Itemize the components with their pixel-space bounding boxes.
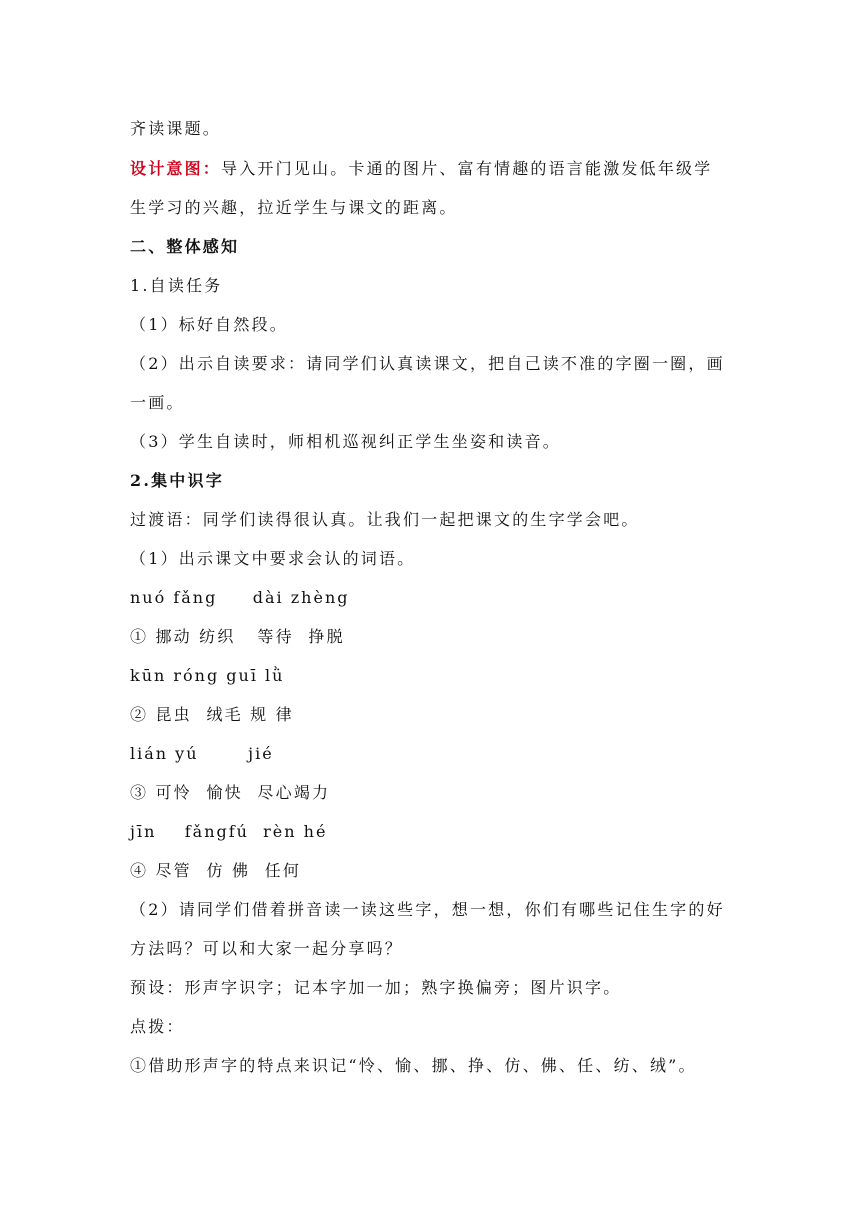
- word-row-1: ① 挪动 纺织 等待 挣脱: [130, 627, 345, 646]
- step-reading-requirements: （2）出示自读要求：请同学们认真读课文，把自己读不准的字圈一圈，画: [130, 354, 725, 373]
- pinyin-row-4: jīn fǎngfú rèn hé: [130, 822, 328, 841]
- step-reading-requirements-cont: 一画。: [130, 393, 185, 412]
- design-intent-text: 导入开门见山。卡通的图片、富有情趣的语言能激发低年级学: [221, 159, 713, 178]
- subsection-self-reading: 1.自读任务: [130, 276, 223, 295]
- step-mark-paragraphs: （1）标好自然段。: [130, 315, 288, 334]
- word-row-4: ④ 尽管 仿 佛 任何: [130, 861, 302, 880]
- word-row-2: ② 昆虫 绒毛 规 律: [130, 705, 294, 724]
- section-heading-overall: 二、整体感知: [130, 237, 240, 256]
- pinyin-row-1: nuó fǎng dài zhèng: [130, 588, 350, 607]
- step-teacher-patrol: （3）学生自读时，师相机巡视纠正学生坐姿和读音。: [130, 432, 561, 451]
- preset-text: 预设：形声字识字；记本字加一加；熟字换偏旁；图片识字。: [130, 978, 622, 997]
- transition-text: 过渡语：同学们读得很认真。让我们一起把课文的生字学会吧。: [130, 510, 640, 529]
- step-share-methods-cont: 方法吗？可以和大家一起分享吗？: [130, 939, 404, 958]
- word-row-3: ③ 可怜 愉快 尽心竭力: [130, 783, 331, 802]
- step-show-words: （1）出示课文中要求会认的词语。: [130, 549, 416, 568]
- pinyin-row-2: kūn róng guī lǜ: [130, 666, 285, 685]
- paragraph-read-title: 齐读课题。: [130, 119, 222, 138]
- subsection-literacy: 2.集中识字: [130, 471, 224, 490]
- hint-label: 点拨：: [130, 1017, 185, 1036]
- hint-item-1: ①借助形声字的特点来识记“怜、愉、挪、挣、仿、佛、任、纺、绒”。: [130, 1056, 697, 1075]
- design-intent-continued: 生学习的兴趣，拉近学生与课文的距离。: [130, 198, 458, 217]
- step-share-methods: （2）请同学们借着拼音读一读这些字，想一想，你们有哪些记住生字的好: [130, 900, 725, 919]
- design-intent-label: 设计意图：: [130, 159, 222, 178]
- pinyin-row-3: lián yú jié: [130, 744, 274, 763]
- design-intent-paragraph: [130, 158, 712, 180]
